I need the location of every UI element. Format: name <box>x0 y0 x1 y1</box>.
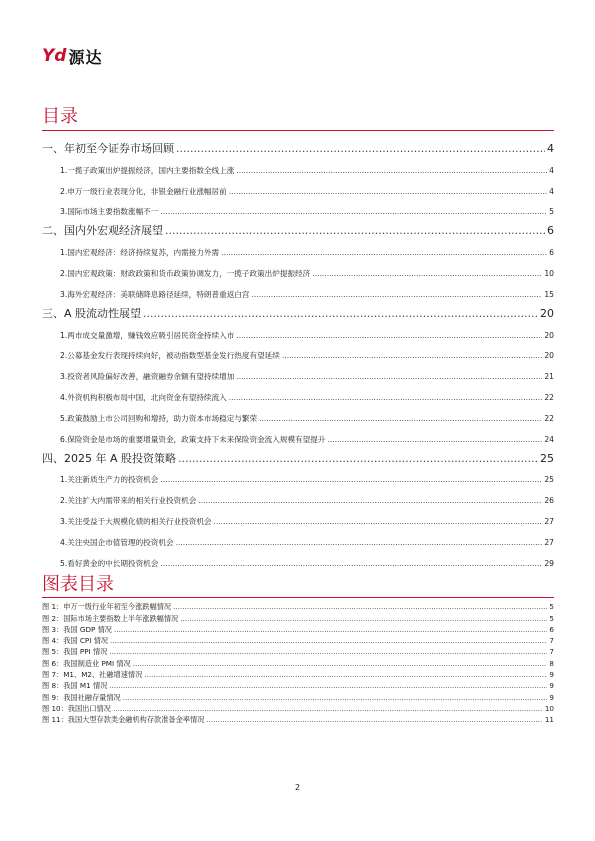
figure-entry-page: 7 <box>549 636 554 646</box>
dot-leader <box>229 392 543 404</box>
toc-entry[interactable] <box>42 177 554 198</box>
toc-list <box>42 136 554 570</box>
dot-leader <box>160 558 542 570</box>
toc-entry-title: 3.海外宏观经济：美联储降息路径延续，特朗普重返白宫 <box>60 289 250 299</box>
toc-section[interactable] <box>42 218 554 238</box>
toc-entry[interactable] <box>42 425 554 446</box>
figure-entry-title: 图 11：我国大型存款类金融机构存款准备金率情况 <box>42 715 205 725</box>
toc-entry-page: 15 <box>544 289 554 299</box>
figure-entry-page: 7 <box>549 647 554 657</box>
toc-entry[interactable] <box>42 238 554 259</box>
figure-entry-page: 6 <box>549 624 554 634</box>
toc-section-title: 二、国内外宏观经济展望 <box>42 224 163 238</box>
toc-entry-page: 22 <box>544 413 554 423</box>
dot-leader <box>143 307 538 321</box>
toc-section-title: 三、A 股流动性展望 <box>42 306 142 320</box>
toc-entry-title: 2.关注扩大内需带来的相关行业投资机会 <box>60 496 197 506</box>
toc-entry[interactable] <box>42 362 554 383</box>
brand-name: 源达 <box>68 47 103 67</box>
dot-leader <box>327 434 542 446</box>
figure-entry-title: 图 6：我国制造业 PMI 情况 <box>42 658 131 668</box>
dot-leader <box>282 350 542 362</box>
dot-leader <box>160 474 542 486</box>
figure-entry-page: 8 <box>549 658 554 668</box>
figure-entry[interactable] <box>42 714 554 725</box>
dot-leader <box>114 625 547 635</box>
dot-leader <box>176 142 545 156</box>
toc-entry[interactable] <box>42 259 554 280</box>
figure-entry[interactable] <box>42 669 554 680</box>
toc-section-page: 20 <box>540 306 554 320</box>
toc-entry[interactable] <box>42 507 554 528</box>
figure-entry[interactable] <box>42 601 554 612</box>
toc-entry-page: 4 <box>549 165 554 175</box>
toc-section[interactable] <box>42 446 554 466</box>
dot-leader <box>109 647 547 657</box>
toc-entry[interactable] <box>42 383 554 404</box>
figure-entry-title: 图 2：国际市场主要指数上半年涨跌幅情况 <box>42 613 179 623</box>
toc-entry[interactable] <box>42 466 554 487</box>
brand-logo <box>42 46 103 66</box>
figure-entry-page: 9 <box>549 670 554 680</box>
toc-entry-title: 1.关注新质生产力的投资机会 <box>60 475 159 485</box>
dot-leader <box>312 268 542 280</box>
figure-entry[interactable] <box>42 691 554 702</box>
toc-entry-page: 27 <box>544 537 554 547</box>
toc-entry-title: 2.公募基金发行表现持续向好，被动指数型基金发行热度有望延续 <box>60 351 280 361</box>
toc-entry[interactable] <box>42 198 554 219</box>
dot-leader <box>221 247 547 259</box>
toc-section-title: 四、2025 年 A 股投资策略 <box>42 451 177 465</box>
dot-leader <box>160 206 547 218</box>
dot-leader <box>198 495 542 507</box>
figures-title-rule <box>42 597 554 598</box>
toc-entry[interactable] <box>42 342 554 363</box>
brand-mark-text: Yd <box>42 46 67 66</box>
dot-leader <box>178 452 538 466</box>
toc-section-page: 4 <box>547 142 554 155</box>
figure-entry[interactable] <box>42 646 554 657</box>
toc-title-rule <box>42 130 554 131</box>
toc-entry-title: 3.关注受益于大规模化债的相关行业投资机会 <box>60 516 212 526</box>
figures-title: 图表目录 <box>42 574 114 595</box>
toc-entry-page: 5 <box>549 207 554 217</box>
toc-entry-title: 4.外资机构积极布局中国，北向资金有望持续流入 <box>60 392 227 402</box>
toc-entry-page: 27 <box>544 516 554 526</box>
toc-entry-title: 2.申万一级行业表现分化，非银金融行业涨幅居前 <box>60 186 227 196</box>
toc-entry-title: 5.政策鼓励上市公司回购和增持，助力资本市场稳定与繁荣 <box>60 413 258 423</box>
dot-leader <box>252 289 543 301</box>
figure-entry-page: 5 <box>549 602 554 612</box>
dot-leader <box>214 516 543 528</box>
figure-entry-page: 9 <box>549 692 554 702</box>
dot-leader <box>165 224 545 238</box>
toc-section-page: 6 <box>547 224 554 238</box>
figure-entry[interactable] <box>42 703 554 714</box>
figure-entry-title: 图 1：申万一级行业年初至今涨跌幅情况 <box>42 602 172 612</box>
toc-entry-title: 6.保险资金是市场的重要增量资金，政策支持下未来保险资金流入规模有望提升 <box>60 434 326 444</box>
dot-leader <box>144 670 547 680</box>
toc-entry-page: 21 <box>544 372 554 382</box>
toc-section[interactable] <box>42 136 554 156</box>
toc-entry[interactable] <box>42 404 554 425</box>
toc-entry-title: 1.国内宏观经济：经济持续复苏，内需接力外需 <box>60 248 220 258</box>
page-number: 2 <box>294 783 301 792</box>
toc-entry-title: 3.投资者风险偏好改善，融资融券余额有望持续增加 <box>60 372 235 382</box>
dot-leader <box>206 715 542 725</box>
figures-list <box>42 601 554 725</box>
toc-entry-title: 5.看好黄金的中长期投资机会 <box>60 558 159 568</box>
figure-entry-title: 图 10：我国出口情况 <box>42 703 111 713</box>
brand-mark-icon <box>42 47 66 65</box>
toc-entry-page: 26 <box>544 496 554 506</box>
figure-entry[interactable] <box>42 680 554 691</box>
figure-entry-title: 图 3：我国 GDP 情况 <box>42 624 112 634</box>
dot-leader <box>259 413 542 425</box>
toc-section-title: 一、年初至今证券市场回顾 <box>42 142 174 155</box>
dot-leader <box>109 681 547 691</box>
toc-entry-page: 20 <box>544 330 554 340</box>
figure-entry-page: 11 <box>544 715 554 725</box>
toc-entry-page: 29 <box>544 558 554 568</box>
figure-entry-page: 9 <box>549 681 554 691</box>
toc-entry-title: 1.两市成交量激增，赚钱效应吸引居民资金持续入市 <box>60 330 235 340</box>
figure-entry-title: 图 9：我国社融存量情况 <box>42 692 121 702</box>
dot-leader <box>133 659 548 669</box>
figure-entry-title: 图 4：我国 CPI 情况 <box>42 636 109 646</box>
toc-entry-page: 4 <box>549 186 554 196</box>
figure-entry[interactable] <box>42 635 554 646</box>
figure-entry-page: 5 <box>549 613 554 623</box>
dot-leader <box>236 330 542 342</box>
toc-entry[interactable] <box>42 528 554 549</box>
figure-entry[interactable] <box>42 657 554 668</box>
figure-entry[interactable] <box>42 612 554 623</box>
toc-entry-page: 24 <box>544 434 554 444</box>
figure-entry-title: 图 5：我国 PPI 情况 <box>42 647 108 657</box>
toc-section-page: 25 <box>540 451 554 465</box>
toc-entry-title: 1.一揽子政策出炉提振经济，国内主要指数全线上涨 <box>60 165 235 175</box>
toc-entry-page: 25 <box>544 475 554 485</box>
figure-entry-title: 图 7：M1、M2、社融增速情况 <box>42 670 143 680</box>
toc-entry[interactable] <box>42 321 554 342</box>
toc-entry-title: 3.国际市场主要指数涨幅不一 <box>60 207 159 217</box>
figure-entry-page: 10 <box>544 703 554 713</box>
dot-leader <box>113 704 543 714</box>
toc-title: 目录 <box>42 106 78 127</box>
toc-entry-title: 2.国内宏观政策：财政政策和货币政策协调发力，一揽子政策出炉提振经济 <box>60 268 311 278</box>
toc-entry-page: 22 <box>544 392 554 402</box>
figure-entry-title: 图 8：我国 M1 情况 <box>42 681 108 691</box>
toc-entry[interactable] <box>42 156 554 177</box>
figure-entry[interactable] <box>42 624 554 635</box>
toc-entry-title: 4.关注央国企市值管理的投资机会 <box>60 537 174 547</box>
dot-leader <box>229 186 547 198</box>
dot-leader <box>173 602 547 612</box>
toc-entry-page: 6 <box>549 248 554 258</box>
toc-entry-page: 10 <box>544 268 554 278</box>
dot-leader <box>236 165 547 177</box>
toc-entry[interactable] <box>42 549 554 570</box>
dot-leader <box>180 614 547 624</box>
toc-section[interactable] <box>42 301 554 321</box>
toc-entry[interactable] <box>42 280 554 301</box>
dot-leader <box>176 537 543 549</box>
toc-entry-page: 20 <box>544 351 554 361</box>
dot-leader <box>123 693 548 703</box>
dot-leader <box>110 636 547 646</box>
dot-leader <box>236 371 542 383</box>
toc-entry[interactable] <box>42 486 554 507</box>
